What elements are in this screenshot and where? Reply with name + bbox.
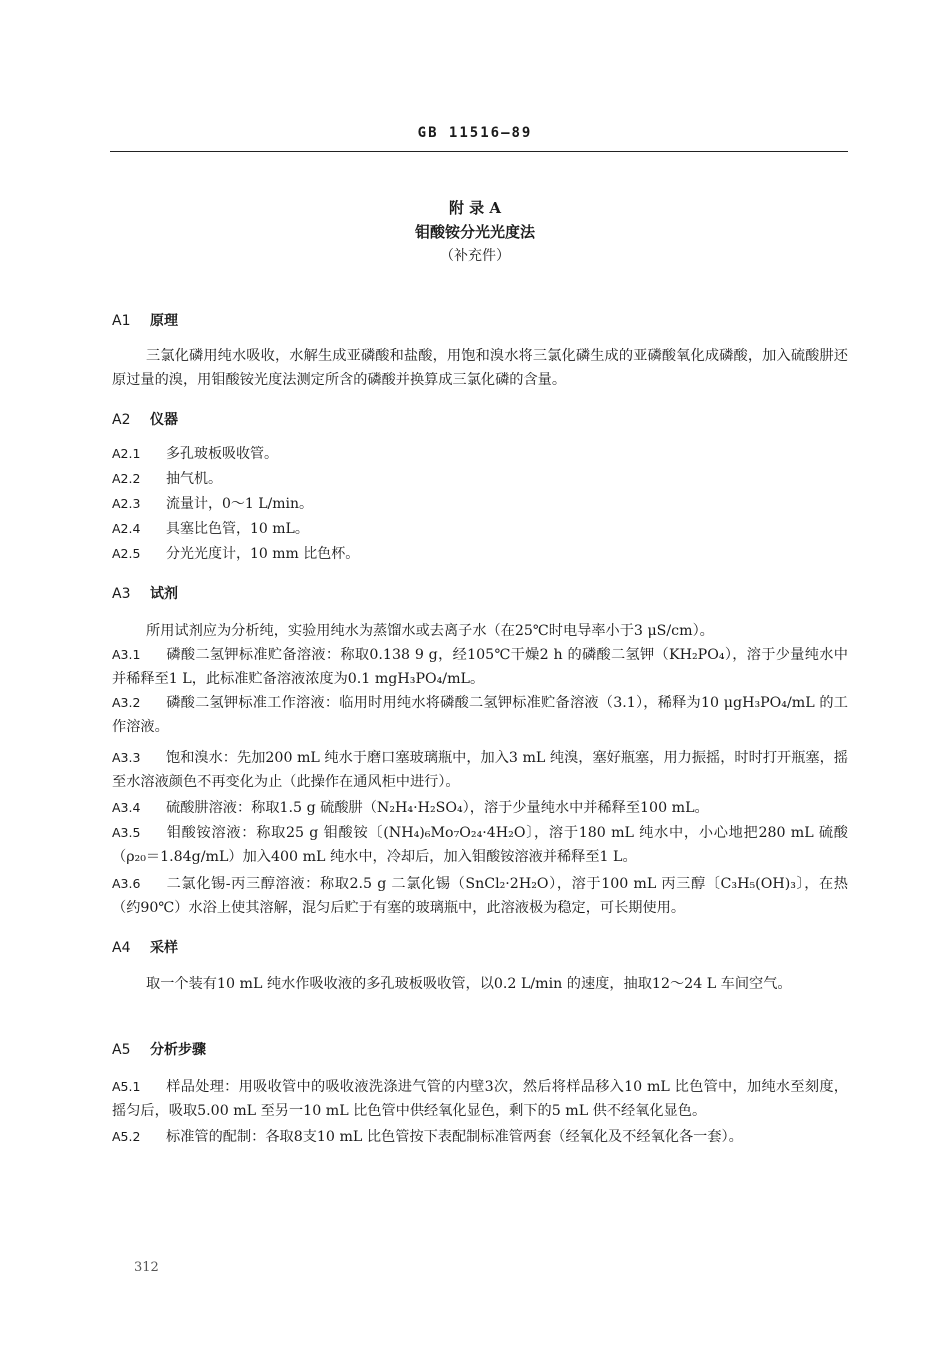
a2-item [112,492,848,516]
appendix-label: 附 录 A [448,199,502,217]
item-code: A5.2 [112,1129,141,1144]
item-text: 具塞比色管，10 mL。 [166,521,309,537]
appendix-note: （补充件） [440,248,510,264]
appendix-title: 钼酸铵分光光度法 [414,223,535,241]
item-code: A3.6 [112,876,141,891]
a2-item [112,467,848,491]
section-heading-a5 [112,1039,206,1059]
section-title: 分析步骤 [150,1042,206,1058]
a3-item [112,691,848,739]
a3-intro: 所用试剂应为分析纯，实验用纯水为蒸馏水或去离子水（在25℃时电导率小于3 μS/cm）。 [146,623,714,639]
section-title: 原理 [150,313,178,329]
item-code: A3.3 [112,750,141,765]
a3-item [112,872,848,920]
a4-paragraph: 取一个装有10 mL 纯水作吸收液的多孔玻板吸收管，以0.2 L/min 的速度，抽取12～24 L 车间空气。 [146,976,792,992]
a2-item [112,517,848,541]
section-heading-a4 [112,937,178,957]
a5-item [112,1125,848,1149]
item-text: 样品处理：用吸收管中的吸收液洗涤进气管的内壁3次，然后将样品移入10 mL 比色管中，加纯水至刻度，摇匀后，吸取5.00 mL 至另一10 mL 比色管中供经氧化显色，剩下的5 mL 供不经氧化显色。 [112,1079,848,1119]
item-text: 钼酸铵溶液：称取25 g 钼酸铵〔(NH₄)₆Mo₇O₂₄·4H₂O〕，溶于180 mL 纯水中，小心地把280 mL 硫酸（ρ₂₀＝1.84g/mL）加入400 mL 纯水中，冷却后，加入钼酸铵溶液并稀释至1 L。 [112,825,848,865]
standard-code: GB 11516—89 [417,125,533,141]
item-code: A3.5 [112,825,141,840]
section-title: 采样 [150,940,178,956]
page-number: 312 [134,1260,159,1275]
a3-item [112,821,848,869]
a3-item [112,746,848,794]
item-text: 磷酸二氢钾标准工作溶液：临用时用纯水将磷酸二氢钾标准贮备溶液（3.1），稀释为10 μgH₃PO₄/mL 的工作溶液。 [112,695,848,735]
section-number: A4 [112,940,131,956]
item-text: 多孔玻板吸收管。 [166,446,278,462]
item-text: 二氯化锡-丙三醇溶液：称取2.5 g 二氯化锡（SnCl₂·2H₂O），溶于100 mL 丙三醇〔C₃H₅(OH)₃〕，在热（约90℃）水浴上使其溶解，混匀后贮于有塞的玻璃瓶中，此溶液极为稳定，可长期使用。 [112,876,848,916]
item-text: 流量计，0～1 L/min。 [166,496,314,512]
item-text: 硫酸肼溶液：称取1.5 g 硫酸肼（N₂H₄·H₂SO₄），溶于少量纯水中并稀释至100 mL。 [166,800,709,816]
a2-item [112,542,848,566]
a1-paragraph: 三氯化磷用纯水吸收，水解生成亚磷酸和盐酸，用饱和溴水将三氯化磷生成的亚磷酸氧化成磷酸，加入硫酸肼还原过量的溴，用钼酸铵光度法测定所含的磷酸并换算成三氯化磷的含量。 [112,348,848,388]
section-number: A1 [112,313,131,329]
item-text: 磷酸二氢钾标准贮备溶液：称取0.138 9 g，经105℃干燥2 h 的磷酸二氢钾（KH₂PO₄），溶于少量纯水中并稀释至1 L，此标准贮备溶液浓度为0.1 mgH₃PO₄/mL。 [112,647,848,687]
item-code: A3.4 [112,800,141,815]
section-heading-a1 [112,310,178,330]
item-code: A2.2 [112,471,141,486]
section-number: A3 [112,586,131,602]
a3-item [112,643,848,691]
item-code: A2.3 [112,496,141,511]
header-rule [110,151,848,152]
section-heading-a2 [112,409,178,429]
section-number: A2 [112,412,131,428]
item-text: 标准管的配制：各取8支10 mL 比色管按下表配制标准管两套（经氧化及不经氧化各一套）。 [166,1129,743,1145]
a5-item [112,1075,848,1123]
item-code: A2.1 [112,446,141,461]
item-code: A3.1 [112,647,141,662]
section-number: A5 [112,1042,131,1058]
item-code: A3.2 [112,695,141,710]
section-heading-a3 [112,583,178,603]
item-code: A2.5 [112,546,141,561]
item-text: 抽气机。 [166,471,222,487]
a3-item [112,796,848,820]
a2-item [112,442,848,466]
item-code: A5.1 [112,1079,141,1094]
section-title: 仪器 [150,412,178,428]
item-code: A2.4 [112,521,141,536]
section-title: 试剂 [150,586,178,602]
item-text: 分光光度计，10 mm 比色杯。 [166,546,360,562]
item-text: 饱和溴水：先加200 mL 纯水于磨口塞玻璃瓶中，加入3 mL 纯溴，塞好瓶塞，用力振摇，时时打开瓶塞，摇至水溶液颜色不再变化为止（此操作在通风柜中进行）。 [112,750,848,790]
